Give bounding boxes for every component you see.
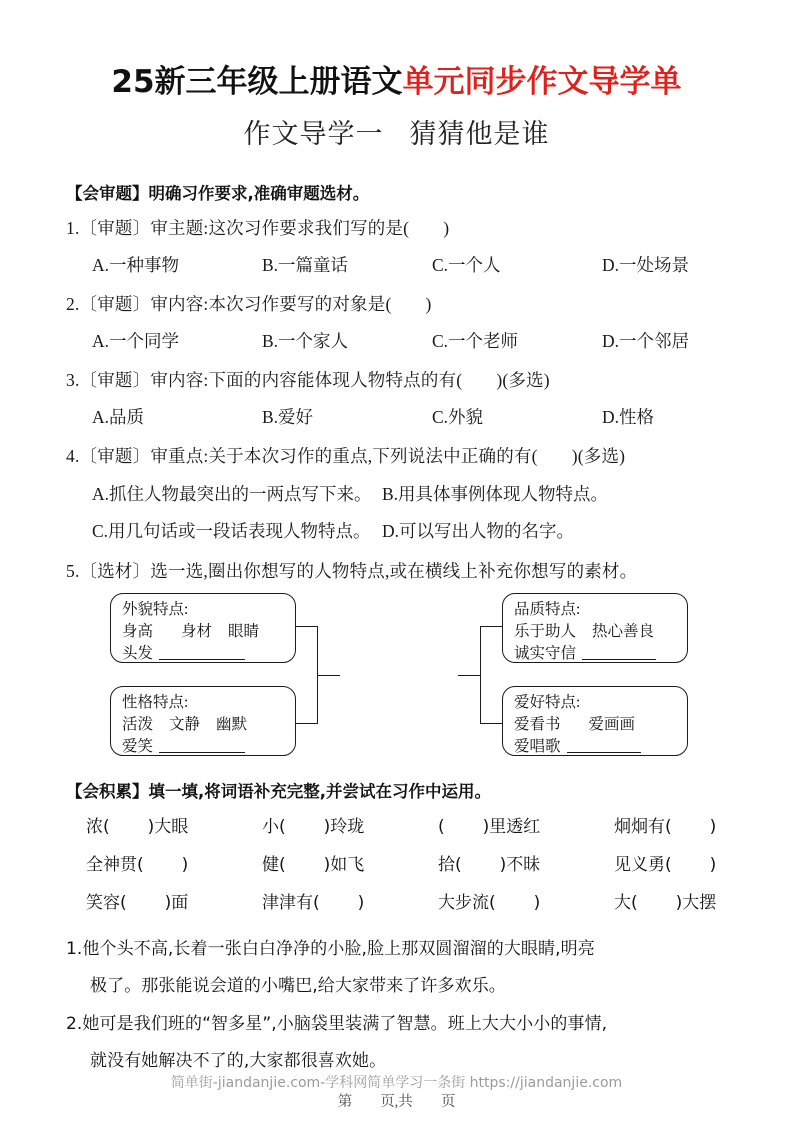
question-2-option-b[interactable]: B.一个家人 xyxy=(262,331,349,351)
vocab-item-3-4[interactable] xyxy=(614,888,716,913)
personality-item-lively[interactable]: 活泼 xyxy=(122,716,154,733)
vocab-2-2-before: 健( xyxy=(262,855,286,875)
vocab-3-3-after: ) xyxy=(533,893,541,913)
quality-title: 品质特点: xyxy=(514,601,581,618)
trait-box-quality[interactable] xyxy=(502,593,688,663)
hobby-items-line xyxy=(514,714,678,736)
vocab-2-3-after: )不昧 xyxy=(499,855,541,875)
question-3-option-a[interactable]: A.品质 xyxy=(92,407,145,427)
left-brace-connector xyxy=(296,626,318,724)
personality-items-line2 xyxy=(122,736,286,758)
question-3-option-b[interactable]: B.爱好 xyxy=(262,407,314,427)
question-2-stem-text: 2.〔审题〕审内容:本次习作要写的对象是( xyxy=(66,294,392,314)
example-2-line-2: 就没有她解决不了的,大家都很喜欢她。 xyxy=(90,1051,387,1071)
vocab-item-1-1[interactable] xyxy=(86,812,262,837)
personality-item-humorous[interactable]: 幽默 xyxy=(216,716,248,733)
vocab-3-2-before: 津津有( xyxy=(262,893,320,913)
appearance-item-hair[interactable]: 头发 xyxy=(122,645,154,662)
vocab-item-3-2[interactable] xyxy=(262,888,438,913)
example-1-line-1: 1.他个头不高,长着一张白白净净的小脸,脸上那双圆溜溜的大眼睛,明亮 xyxy=(66,939,595,959)
quality-item-helpful[interactable]: 乐于助人 xyxy=(514,623,577,640)
quality-write-in-line[interactable] xyxy=(582,647,656,660)
appearance-item-height[interactable]: 身高 xyxy=(122,623,154,640)
vocab-3-4-after: )大摆 xyxy=(675,893,717,913)
vocab-1-3-after: )里透红 xyxy=(482,817,541,837)
vocab-row-2 xyxy=(86,850,726,875)
question-2-stem xyxy=(66,291,432,316)
quality-items-line2 xyxy=(514,643,678,665)
vocab-item-3-1[interactable] xyxy=(86,888,262,913)
appearance-items-line2 xyxy=(122,643,286,665)
page-number-prefix: 第 xyxy=(337,1094,353,1110)
appearance-write-in-line[interactable] xyxy=(159,647,245,660)
vocab-item-1-4[interactable] xyxy=(614,812,716,837)
question-4-option-c[interactable]: C.用几句话或一段话表现人物特点。 xyxy=(92,521,371,541)
question-1-option-d[interactable]: D.一处场景 xyxy=(602,255,690,275)
example-2-line-1: 2.她可是我们班的“智多星”,小脑袋里装满了智慧。班上大大小小的事情, xyxy=(66,1014,608,1034)
right-brace-connector xyxy=(480,626,502,724)
vocab-item-1-3[interactable] xyxy=(438,812,614,837)
question-1-option-a[interactable]: A.一种事物 xyxy=(92,255,180,275)
section-heading-shenti: 【会审题】明确习作要求,准确审题选材。 xyxy=(66,184,370,203)
page-title-red-part: 单元同步作文导学单 xyxy=(402,64,682,100)
vocab-3-3-before: 大步流( xyxy=(438,893,496,913)
trait-box-appearance[interactable] xyxy=(110,593,296,663)
trait-box-personality[interactable] xyxy=(110,686,296,756)
question-4-stem-text: 4.〔审题〕审重点:关于本次习作的重点,下列说法中正确的有( xyxy=(66,446,538,466)
vocab-3-1-before: 笑容( xyxy=(86,893,127,913)
vocab-row-1 xyxy=(86,812,726,837)
vocab-3-1-after: )面 xyxy=(164,893,189,913)
question-3-answer-paren: )(多选) xyxy=(496,370,550,390)
vocab-item-2-4[interactable] xyxy=(614,850,716,875)
appearance-item-build[interactable]: 身材 xyxy=(181,623,213,640)
question-2-option-c[interactable]: C.一个老师 xyxy=(432,331,519,351)
vocab-row-3 xyxy=(86,888,726,913)
vocab-3-2-after: ) xyxy=(357,893,365,913)
personality-write-in-line[interactable] xyxy=(159,740,245,753)
question-2-option-d[interactable]: D.一个邻居 xyxy=(602,331,690,351)
question-2-answer-paren: ) xyxy=(425,294,432,314)
example-1-line-2: 极了。那张能说会道的小嘴巴,给大家带来了许多欢乐。 xyxy=(90,976,506,996)
personality-title: 性格特点: xyxy=(122,694,189,711)
question-2-options xyxy=(92,328,689,353)
page-number-footer xyxy=(0,1090,793,1111)
vocab-2-1-before: 全神贯( xyxy=(86,855,144,875)
vocab-2-1-after: ) xyxy=(181,855,189,875)
question-3-stem-text: 3.〔审题〕审内容:下面的内容能体现人物特点的有( xyxy=(66,370,463,390)
vocab-1-1-after: )大眼 xyxy=(147,817,189,837)
question-3-option-d[interactable]: D.性格 xyxy=(602,407,655,427)
subtitle-lesson-label: 作文导学一 xyxy=(243,119,384,149)
quality-item-kind[interactable]: 热心善良 xyxy=(592,623,655,640)
page-title xyxy=(0,56,793,101)
appearance-title: 外貌特点: xyxy=(122,601,189,618)
vocab-item-3-3[interactable] xyxy=(438,888,614,913)
page-title-black-part: 25新三年级上册语文 xyxy=(111,64,403,100)
vocab-1-2-before: 小( xyxy=(262,817,286,837)
quality-item-honest[interactable]: 诚实守信 xyxy=(514,645,577,662)
hobby-item-singing[interactable]: 爱唱歌 xyxy=(514,738,561,755)
trait-box-hobby[interactable] xyxy=(502,686,688,756)
section-heading-jilei: 【会积累】填一填,将词语补充完整,并尝试在习作中运用。 xyxy=(66,782,492,801)
question-4-answer-paren: )(多选) xyxy=(571,446,626,466)
question-4-option-b[interactable]: B.用具体事例体现人物特点。 xyxy=(382,484,609,504)
vocab-item-2-1[interactable] xyxy=(86,850,262,875)
question-3-stem xyxy=(66,367,550,392)
page-subtitle xyxy=(0,112,793,151)
personality-item-smiley[interactable]: 爱笑 xyxy=(122,738,154,755)
page-number-middle: 页,共 xyxy=(380,1094,413,1110)
question-5-stem: 5.〔选材〕选一选,圈出你想写的人物特点,或在横线上补充你想写的素材。 xyxy=(66,561,638,581)
left-brace-stem xyxy=(318,675,340,676)
vocab-item-2-3[interactable] xyxy=(438,850,614,875)
question-1-stem xyxy=(66,215,449,240)
question-1-options xyxy=(92,252,689,277)
question-4-option-d[interactable]: D.可以写出人物的名字。 xyxy=(382,521,575,541)
vocab-item-1-2[interactable] xyxy=(262,812,438,837)
vocab-1-4-before: 炯炯有( xyxy=(614,817,672,837)
personality-item-quiet[interactable]: 文静 xyxy=(169,716,201,733)
appearance-items-line xyxy=(122,621,286,643)
question-4-option-a[interactable]: A.抓住人物最突出的一两点写下来。 xyxy=(92,484,372,504)
vocab-3-4-before: 大( xyxy=(614,893,638,913)
vocab-item-2-2[interactable] xyxy=(262,850,438,875)
question-1-option-c[interactable]: C.一个人 xyxy=(432,255,501,275)
question-3-option-c[interactable]: C.外貌 xyxy=(432,407,484,427)
vocab-2-4-before: 见义勇( xyxy=(614,855,672,875)
hobby-items-line2 xyxy=(514,736,678,758)
quality-items-line xyxy=(514,621,678,643)
vocab-1-2-after: )玲珑 xyxy=(323,817,365,837)
vocab-2-4-after: ) xyxy=(709,855,717,875)
vocab-1-3-before: ( xyxy=(438,817,445,837)
vocab-2-2-after: )如飞 xyxy=(323,855,365,875)
question-2-option-a[interactable]: A.一个同学 xyxy=(92,331,180,351)
character-traits-diagram xyxy=(0,588,793,770)
question-1-answer-paren: ) xyxy=(443,218,450,238)
right-brace-stem xyxy=(458,675,480,676)
question-1-stem-text: 1.〔审题〕审主题:这次习作要求我们写的是( xyxy=(66,218,410,238)
hobby-item-reading[interactable]: 爱看书 xyxy=(514,716,561,733)
hobby-title: 爱好特点: xyxy=(514,694,581,711)
vocab-1-1-before: 浓( xyxy=(86,817,110,837)
question-4-options-row1 xyxy=(92,481,608,506)
question-1-option-b[interactable]: B.一篇童话 xyxy=(262,255,349,275)
question-4-stem xyxy=(66,443,625,468)
question-4-options-row2 xyxy=(92,518,574,543)
vocab-1-4-after: ) xyxy=(709,817,717,837)
personality-items-line xyxy=(122,714,286,736)
question-3-options xyxy=(92,404,654,429)
appearance-item-eyes[interactable]: 眼睛 xyxy=(228,623,260,640)
page-number-suffix: 页 xyxy=(440,1094,456,1110)
vocab-2-3-before: 拾( xyxy=(438,855,462,875)
hobby-item-drawing[interactable]: 爱画画 xyxy=(588,716,636,733)
site-watermark: 简单街-jiandanjie.com-学科网简单学习一条街 https://jiandanjie.com xyxy=(170,1075,623,1091)
subtitle-topic-label: 猜猜他是谁 xyxy=(409,119,550,149)
hobby-write-in-line[interactable] xyxy=(567,740,641,753)
